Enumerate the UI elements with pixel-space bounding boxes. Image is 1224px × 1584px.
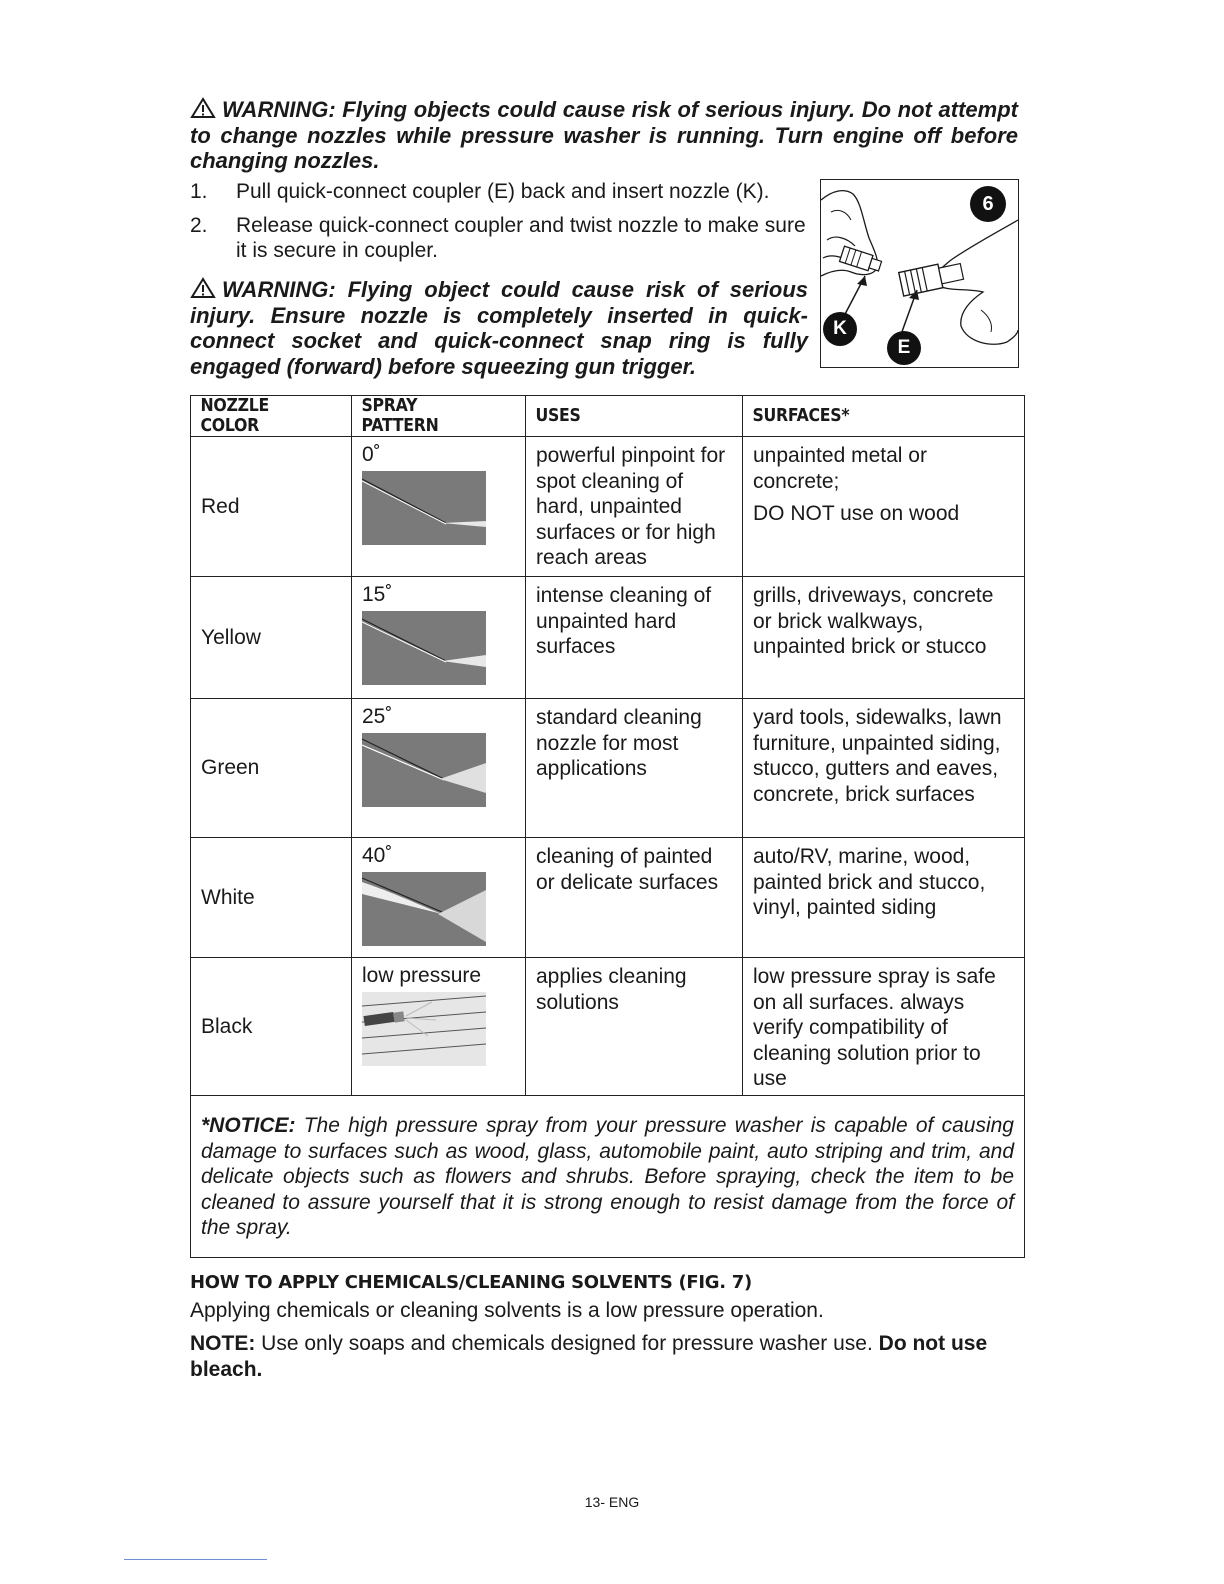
nozzle-color-cell: Red <box>191 437 352 577</box>
section-note <box>190 1331 1018 1382</box>
spray-pattern-cell <box>352 838 526 958</box>
figure-6 <box>820 179 1019 368</box>
uses-cell: cleaning of painted or delicate surfaces <box>526 838 743 958</box>
surfaces-cell <box>743 838 1025 958</box>
surfaces-text: low pressure spray is safe on all surfaces. always verify compatibility of cleaning solution prior to use <box>753 965 996 1090</box>
surfaces-cell <box>743 958 1025 1096</box>
header-surfaces: SURFACES* <box>743 396 997 437</box>
notice-cell <box>191 1096 1025 1258</box>
nozzle-color-cell: Black <box>191 958 352 1096</box>
step-number: 1. <box>190 180 208 203</box>
spray-angle-label: 40˚ <box>362 844 393 867</box>
notice-text: The high pressure spray from your pressure washer is capable of causing damage to surfaces such as wood, glass, automobile paint, auto striping and trim, and delicate objects such as flowers and shrubs. Before spraying, check the item to be cleaned to assure yourself that it is strong enough to resist damage from the force of the spray. <box>201 1114 1014 1239</box>
nozzle-color-cell: White <box>191 838 352 958</box>
page-number: 13- ENG <box>584 1494 640 1510</box>
notice-row <box>191 1096 1025 1258</box>
note-text: Use only soaps and chemicals designed for pressure washer use. <box>255 1332 879 1355</box>
step-text: Release quick-connect coupler and twist nozzle to make sure it is secure in coupler. <box>236 213 806 262</box>
notice-label: *NOTICE: <box>201 1114 296 1137</box>
note-label: NOTE: <box>190 1332 256 1355</box>
note-bold-text: Do not use bleach. <box>190 1332 988 1381</box>
surfaces-warning-text: DO NOT use on wood <box>753 502 960 525</box>
surfaces-text: grills, driveways, concrete or brick walkways, unpainted brick or stucco <box>753 584 994 658</box>
header-spray-pattern: SPRAY PATTERN <box>352 396 509 437</box>
footer-rule <box>124 1559 267 1560</box>
warning-1-text: WARNING: Flying objects could cause risk of serious injury. Do not attempt to change nozzles while pressure washer is running. Turn engine off before changing nozzles. <box>190 97 1018 173</box>
surfaces-cell <box>743 699 1025 838</box>
nozzle-table <box>190 395 1025 1258</box>
warning-block-1 <box>190 97 1018 174</box>
table-row <box>191 437 1025 577</box>
section-heading: HOW TO APPLY CHEMICALS/CLEANING SOLVENTS (FIG. 7) <box>190 1272 752 1293</box>
spray-pattern-cell <box>352 577 526 699</box>
section-intro: Applying chemicals or cleaning solvents is a low pressure operation. <box>190 1299 824 1322</box>
spray-angle-label: 0˚ <box>362 443 381 466</box>
surfaces-text: yard tools, sidewalks, lawn furniture, unpainted siding, stucco, gutters and eaves, concrete, brick surfaces <box>753 706 1002 806</box>
step-number: 2. <box>190 213 208 237</box>
spray-angle-label: 15˚ <box>362 583 393 606</box>
step-text: Pull quick-connect coupler (E) back and insert nozzle (K). <box>236 180 770 203</box>
table-row <box>191 577 1025 699</box>
figure-number-badge: 6 <box>982 193 994 215</box>
spray-pattern-cell <box>352 958 526 1096</box>
header-nozzle-color: NOZZLE COLOR <box>191 396 336 437</box>
spray-pattern-0-icon <box>362 471 486 545</box>
table-header-row <box>191 396 1025 437</box>
table-row <box>191 699 1025 838</box>
warning-triangle-icon <box>190 97 216 119</box>
spray-pattern-cell <box>352 437 526 577</box>
label-e-badge: E <box>897 337 911 358</box>
surfaces-cell <box>743 437 1025 577</box>
nozzle-color-cell: Green <box>191 699 352 838</box>
surfaces-text: unpainted metal or concrete; <box>753 444 927 493</box>
label-k-badge: K <box>833 318 847 339</box>
uses-cell: applies cleaning solutions <box>526 958 743 1096</box>
warning-triangle-icon <box>190 277 216 299</box>
spray-angle-label: low pressure <box>362 964 482 987</box>
step-1 <box>190 179 812 205</box>
spray-pattern-low-pressure-icon <box>362 992 486 1066</box>
spray-pattern-25-icon <box>362 733 486 807</box>
uses-cell: powerful pinpoint for spot cleaning of hard, unpainted surfaces or for high reach areas <box>526 437 743 577</box>
steps-list <box>190 179 812 264</box>
surfaces-cell <box>743 577 1025 699</box>
warning-2-text: WARNING: Flying object could cause risk of serious injury. Ensure nozzle is completely inserted in quick-connect socket and quick-connect snap ring is fully engaged (forward) before squeezing gun trigger. <box>190 277 808 379</box>
spray-pattern-15-icon <box>362 611 486 685</box>
notice-paragraph <box>201 1113 1014 1241</box>
uses-cell: intense cleaning of unpainted hard surfaces <box>526 577 743 699</box>
table-row <box>191 838 1025 958</box>
step-2 <box>190 213 812 264</box>
spray-pattern-cell <box>352 699 526 838</box>
spray-pattern-40-icon <box>362 872 486 946</box>
table-row <box>191 958 1025 1096</box>
header-uses: USES <box>526 396 721 437</box>
surfaces-text: auto/RV, marine, wood, painted brick and stucco, vinyl, painted siding <box>753 845 986 919</box>
nozzle-color-cell: Yellow <box>191 577 352 699</box>
spray-angle-label: 25˚ <box>362 705 393 728</box>
warning-block-2 <box>190 277 808 379</box>
uses-cell: standard cleaning nozzle for most applications <box>526 699 743 838</box>
